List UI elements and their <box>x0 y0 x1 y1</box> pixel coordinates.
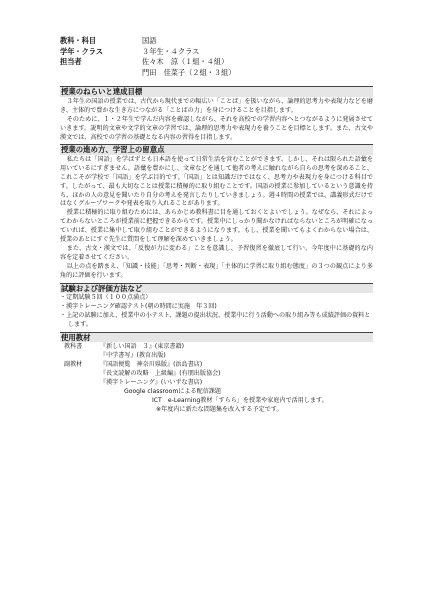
material-note: ※年度内に新たな問題集を改入する予定です。 <box>156 405 283 413</box>
supplementary-row <box>60 361 373 388</box>
supplementary-item: 『漢字トレーニング』(いいずな書店) <box>100 378 203 386</box>
method-paragraph: 私たちは「国語」を学ばずとも日本語を使って日常生活を営むことができます。しかし、それは限られた語彙を用いているにすぎません。語彙を豊かにし、文章などを通して他者の考えに触れながら自らの思考を深めること、これこそが学校で「国語」を学ぶ目的です。「国語」とは知識だけではなく、思考力や表現力を身につける科目です。したがって、最も大切なことは授業に積極的に取り組むことです。国語の授業に参加しているという意識を持ち、ほかの人の意見を聞いたり自分の考えを発言したりしていきましょう。週４時間の授業では、講義形式だけではなくグループワークや発表を取り入れることがあります。 <box>60 155 373 208</box>
goals-paragraph: そのために、１・２年生で学んだ内容を確認しながら、それを高校での学習内容へとつながるように発展させていきます。説明的文章や文学的文章の学習では、論理的思考力や表現力を養うことを目標とします。また、古文や漢文では、高校での学習の基礎となる内容の習得を目指します。 <box>60 115 373 141</box>
section-heading-goals: 授業のねらいと達成目標 <box>60 86 373 97</box>
section-heading-evaluation: 試験および評価方法など <box>60 283 373 294</box>
material-note: ICT e-Learning教材「すらら」を授業や家庭内で活用します。 <box>152 396 328 404</box>
method-paragraph: 授業に積極的に取り組むためには、あらかじめ教科書に目を通しておくとよいでしょう。なぜなら、それによってわからないところが授業前に把握できるからです。授業中にしっかり聞かなければならないところが明確になっていれば、授業に集中して取り組むことができるようになります。もし、授業を聞いてもよくわからない場合は、授業のあとにすぐ先生に質問をして理解を深めていきましょう。 <box>60 209 373 244</box>
material-note: Google classroomによる配信課題 <box>124 387 221 395</box>
supplementary-item: 『国語便覧 神奈川県版』(浜島書店) <box>100 361 203 369</box>
teacher-row <box>60 57 373 78</box>
textbook-label: 教科書 <box>64 343 83 351</box>
grade-row <box>60 47 373 58</box>
supplementary-item: 『長文読解の攻略 上級編』(有朋出版協会) <box>100 369 221 377</box>
method-paragraph: 以上の点を踏まえ、「知識・技能」「思考・判断・表現」「主体的に学習に取り組む態度」の３つの観点により多角的に評価を行います。 <box>60 262 373 279</box>
textbook-row <box>60 343 373 361</box>
evaluation-item: ・上記の試験に加え、授業中の小テスト、課題の提出状況、授業中に行う活動への取り組み等も成績評価の資料とします。 <box>60 311 371 328</box>
goals-paragraph: ３年生の国語の授業では、古代から現代までの幅広い「ことば」を扱いながら、論理的思考力や表現力などを磨き、主体的で豊かな生き方につながる「ことばの力」を身につけることを目指します。 <box>60 97 373 114</box>
subject-row <box>60 36 373 47</box>
section-heading-materials: 使用教材 <box>60 332 373 343</box>
evaluation-item: ・漢字トレーニング確認テスト(朝の時間に実施 年３回) <box>60 303 217 310</box>
supplementary-label: 副教材 <box>64 361 83 369</box>
grade-label: 学年・クラス <box>60 46 103 56</box>
section-heading-method: 授業の進め方、学習上の留意点 <box>60 144 373 155</box>
textbook-item: 『中学書写』(教育出版) <box>100 352 166 360</box>
method-paragraph: また、古文・漢文では、「反復が力に変わる」ことを意識し、予習復習を徹底して行い、今年度中に基礎的な内容を定着させてください。 <box>60 244 373 261</box>
subject-value: 国語 <box>142 36 157 45</box>
textbook-item: 『新しい国語 ３』(東京書籍) <box>100 343 184 351</box>
teacher-name: 佐々木 涼（１組・４組） <box>142 57 229 67</box>
grade-value: ３年生・４クラス <box>142 46 200 56</box>
syllabus-header <box>60 36 373 78</box>
teacher-name: 門田 佳菜子（２組・３組） <box>142 67 236 77</box>
subject-label: 教科・科目 <box>60 36 96 45</box>
teacher-label: 担当者 <box>60 57 82 67</box>
evaluation-item: ・定期試験５回（１００点満点） <box>60 294 152 302</box>
